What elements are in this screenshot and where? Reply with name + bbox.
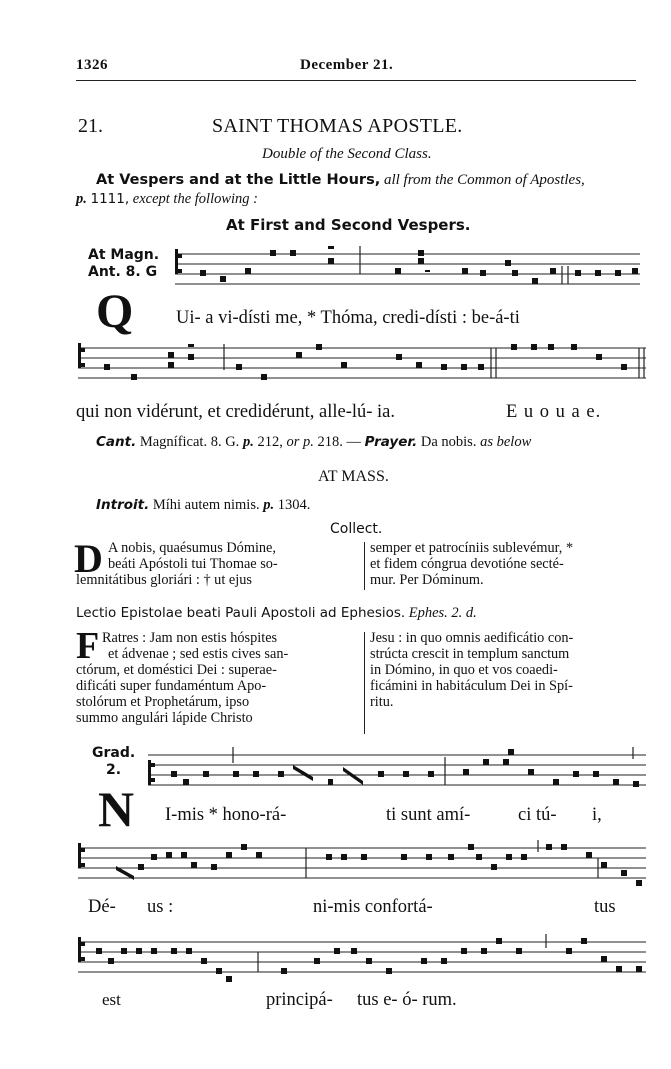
vespers-intro-italic: all from the Common of Apostles, (383, 172, 585, 188)
lectio-heading-line (76, 605, 477, 622)
collect-right-line: semper et patrocíniis sublevémur, * (370, 540, 574, 556)
gradual-lyric: est (102, 990, 121, 1009)
gradual-lyric: Dé- (88, 897, 116, 917)
lectio-left-line: summo angulári lápide Christo (76, 710, 253, 726)
lectio-right-line: ficámini in habitáculum Dei in Spí- (370, 678, 573, 694)
gradual-initial: N (98, 781, 135, 837)
vespers-intro-p: p. (76, 191, 87, 207)
lectio-right-line: Jesu : in quo omnis aedificátio con- (370, 630, 574, 646)
lectio-left-line: dificáti super fundaméntum Apo- (76, 678, 267, 694)
introit-page: 1304. (277, 497, 311, 513)
lectio-right-line: in Dómino, in quo et vos coaedi- (370, 662, 558, 678)
collect-divider (364, 542, 365, 590)
collect-left-line: A nobis, quaésumus Dómine, (108, 540, 276, 556)
lectio-left-line: stolórum et Prophetárum, ipso (76, 694, 250, 710)
lectio-initial: F (76, 625, 100, 667)
canticle-label: Cant. (96, 434, 137, 450)
mass-heading: AT MASS. (318, 468, 389, 485)
collect-left-line3-wrap (76, 572, 358, 588)
antiphon-label-2: Ant. 8. G (88, 264, 158, 280)
collect-right-line: mur. Per Dóminum. (370, 572, 484, 588)
feast-number: 21. (78, 115, 103, 137)
header-rule (76, 80, 636, 81)
vespers-intro-bold: At Vespers and at the Little Hours, (96, 172, 381, 188)
gradual-lyric: ni-mis confortá- (313, 897, 433, 917)
gradual-lyric: i, (592, 805, 602, 825)
lectio-right-line: ritu. (370, 694, 394, 710)
collect-heading: Collect. (330, 521, 383, 537)
antiphon-lyrics-1: Ui- a vi-dísti me, * Thóma, credi-dísti : be-á-ti (176, 308, 520, 328)
canticle-page-1: 212, (257, 434, 283, 450)
gradual-lyric: principá- (266, 990, 333, 1010)
prayer-text: Da nobis. (420, 434, 477, 450)
gradual-staff-2 (76, 838, 648, 894)
prayer-ref: as below (480, 434, 532, 450)
gradual-lyric: tus (594, 897, 616, 917)
antiphon-lyrics-2: qui non vidérunt, et credidérunt, alle-lú- ia. (76, 402, 396, 422)
lectio-right-column (370, 630, 645, 710)
lectio-left-line: Ratres : Jam non estis hóspites (102, 630, 278, 646)
lectio-left-top (102, 630, 358, 662)
euouae: E u o u a e. (506, 402, 602, 422)
antiphon-initial: Q (96, 285, 134, 338)
lectio-left-line: ctórum, et doméstici Dei : superae- (76, 662, 277, 678)
canticle-line (96, 434, 531, 451)
canticle-dash: — (346, 434, 361, 450)
introit-label: Introit. (96, 497, 150, 513)
vespers-heading: At First and Second Vespers. (226, 216, 471, 234)
gradual-lyric: ci tú- (518, 805, 557, 825)
vespers-intro-page: 1111, (90, 191, 130, 207)
antiphon-staff-2 (76, 338, 648, 390)
antiphon-label-1: At Magn. (88, 247, 160, 263)
gradual-staff-1 (143, 745, 648, 797)
gradual-staff-3 (76, 932, 648, 988)
gradual-lyric: tus e- ó- rum. (357, 990, 457, 1010)
feast-title: SAINT THOMAS APOSTLE. (212, 115, 463, 137)
lectio-ref: Ephes. 2. d. (408, 605, 477, 621)
running-title: December 21. (300, 57, 394, 73)
lectio-left-bottom (76, 662, 358, 726)
introit-p: p. (263, 497, 275, 513)
prayer-label: Prayer. (364, 434, 418, 450)
canticle-p: p. (242, 434, 254, 450)
gradual-label-2: 2. (106, 762, 122, 778)
vespers-intro-line2 (76, 191, 258, 208)
introit-line (96, 497, 310, 514)
antiphon-staff-1 (170, 244, 645, 296)
collect-left-line: beáti Apóstoli tui Thomae so- (108, 556, 278, 572)
gradual-lyric: us : (147, 897, 174, 917)
lectio-right-line: strúcta crescit in templum sanctum (370, 646, 570, 662)
gradual-label-1: Grad. (92, 745, 136, 761)
collect-initial: D (74, 536, 103, 581)
canticle-or: or p. (286, 434, 314, 450)
feast-rank: Double of the Second Class. (262, 146, 432, 162)
lectio-divider (364, 632, 365, 734)
lectio-left-line: et ádvenae ; sed estis cives san- (108, 646, 289, 662)
canticle-page-2: 218. (317, 434, 343, 450)
page-number: 1326 (76, 57, 108, 73)
collect-left-line: lemnitátibus gloriári : † ut ejus (76, 572, 252, 588)
canticle-text: Magníficat. 8. G. (139, 434, 240, 450)
collect-right-line: et fidem cóngrua devotióne secté- (370, 556, 564, 572)
vespers-intro (96, 172, 585, 189)
gradual-lyric: I-mis * hono-rá- (165, 805, 287, 825)
gradual-lyric: ti sunt amí- (386, 805, 471, 825)
introit-text: Míhi autem nimis. (152, 497, 260, 513)
collect-left-column (108, 540, 358, 572)
collect-right-column (370, 540, 645, 588)
vespers-intro-except: except the following : (132, 191, 259, 207)
lectio-heading: Lectio Epistolae beati Pauli Apostoli ad Ephesios. (76, 605, 406, 621)
